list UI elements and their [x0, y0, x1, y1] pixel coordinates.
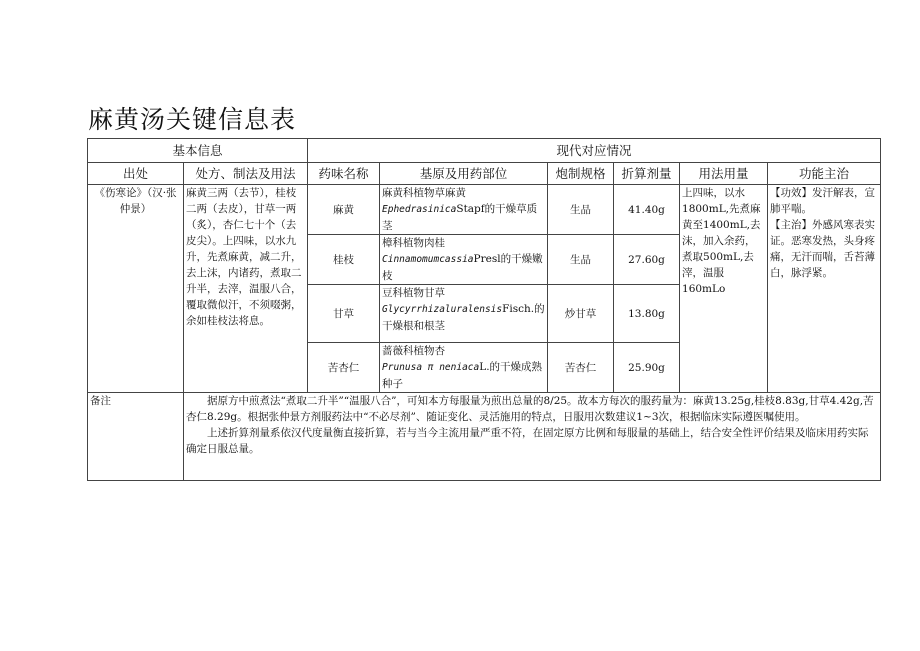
header-dose: 折算剂量: [614, 163, 680, 185]
herb-processing: 炒甘草: [548, 285, 614, 343]
header-processing: 炮制规格: [548, 163, 614, 185]
prescription-cell: 麻黄三两（去节），桂枝二两（去皮），甘草一两（炙），杏仁七十个（去皮尖）。上四味，以水九升，先煮麻黄，减二升，去上沫，内诸药，煮取二升半，去滓，温服八合，覆取微似汗，不须啜粥，余如桂枝法将息。: [184, 185, 308, 393]
info-table: [87, 138, 881, 481]
note-label: 备注: [88, 393, 184, 481]
herb-origin: 麻黄科植物草麻黄 EphedrasinicaStapf的干燥草质茎: [380, 185, 548, 235]
herb-dose: 27.60g: [614, 235, 680, 285]
herb-name: 麻黄: [308, 185, 380, 235]
document-title: 麻黄汤关键信息表: [88, 105, 297, 134]
header-usage: 用法用量: [680, 163, 768, 185]
function-cell: 【功效】发汗解表，宣肺平喘。 【主治】外感风寒表实证。恶寒发热，头身疼痛，无汗而喘，舌苔薄白，脉浮紧。: [768, 185, 881, 393]
header-herb: 药味名称: [308, 163, 380, 185]
header-source: 出处: [88, 163, 184, 185]
usage-cell: 上四味，以水1800mL,先煮麻黄至1400mL,去沫，加入余药，煮取500mL,去滓，温服160mLo: [680, 185, 768, 393]
note-paragraph: 上述折算剂量系依汉代度量衡直接折算，若与当今主流用量严重不符，在固定原方比例和每服量的基础上，结合安全性评价结果及临床用药实际确定日服总量。: [186, 427, 869, 455]
herb-name: 甘草: [308, 285, 380, 343]
header-prescription: 处方、制法及用法: [184, 163, 308, 185]
herb-processing: 生品: [548, 235, 614, 285]
herb-processing: 苦杏仁: [548, 343, 614, 393]
herb-dose: 41.40g: [614, 185, 680, 235]
header-function: 功能主治: [768, 163, 881, 185]
herb-name: 桂枝: [308, 235, 380, 285]
herb-dose: 25.90g: [614, 343, 680, 393]
header-modern: 现代对应情况: [308, 139, 881, 163]
herb-origin: 蔷薇科植物杏 Prunusa π neniacaL.的干燥成熟种子: [380, 343, 548, 393]
header-basic-info: 基本信息: [88, 139, 308, 163]
herb-origin: 樟科植物肉桂 CinnamomumcassiaPresl的干燥嫩枝: [380, 235, 548, 285]
source-cell: 《伤寒论》（汉·张仲景）: [88, 185, 184, 393]
note-cell: [184, 393, 881, 481]
herb-processing: 生品: [548, 185, 614, 235]
herb-origin: 豆科植物甘草 GlycyrrhizaluralensisFisch.的干燥根和根茎: [380, 285, 548, 343]
header-origin: 基原及用药部位: [380, 163, 548, 185]
herb-name: 苦杏仁: [308, 343, 380, 393]
note-paragraph: 据原方中煎煮法“煮取二升半”“温服八合”，可知本方每服量为煎出总量的8/25。故本方每次的服药量为：麻黄13.25g,桂枝8.83g,甘草4.42g,苦杏仁8.29g。根据张仲景方剂服药法中“不必尽剂”、随证变化、灵活施用的特点，日服用次数建议1~3次，根据临床实际遵医嘱使用。: [186, 395, 874, 423]
herb-dose: 13.80g: [614, 285, 680, 343]
